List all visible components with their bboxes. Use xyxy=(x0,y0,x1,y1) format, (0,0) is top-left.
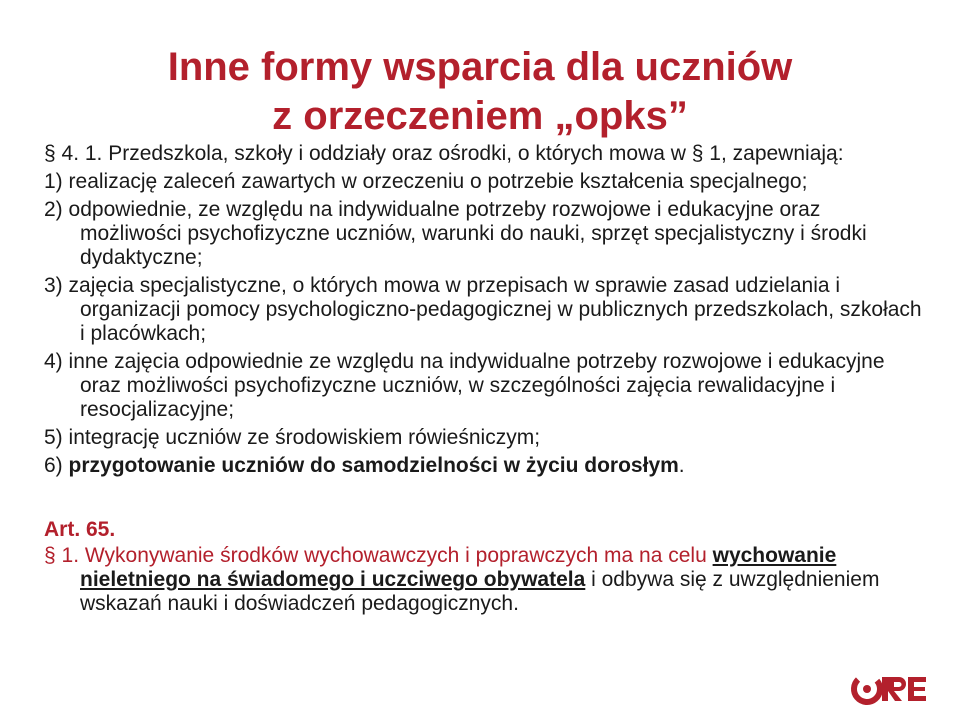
article-text-start: Wykonywanie środków wychowawczych i poprawczych ma na celu xyxy=(84,544,707,567)
list-item-text-bold: przygotowanie uczniów do samodzielności w życiu dorosłym xyxy=(68,454,679,477)
list-item-text: zajęcia specjalistyczne, o których mowa w przepisach w sprawie zasad udzielania i organizacji pomocy psychologiczno-pedagogicznej w publicznych przedszkolach, szkołach i placówkach; xyxy=(68,274,922,345)
list-item-1 xyxy=(44,170,924,194)
page-title-line-1: Inne formy wsparcia dla uczniów xyxy=(167,45,793,89)
intro-text: Przedszkola, szkoły i oddziały oraz ośrodki, o których mowa w § 1, zapewniają: xyxy=(108,142,844,165)
list-item-number: 4) xyxy=(44,350,63,373)
list-item-text-end: . xyxy=(678,454,685,477)
list-item-5 xyxy=(44,426,924,450)
ore-logo xyxy=(850,672,936,706)
list-item-number: 6) xyxy=(44,454,63,477)
ore-logo-graphic xyxy=(850,672,936,706)
list-item-text: odpowiednie, ze względu na indywidualne potrzeby rozwojowe i edukacyjne oraz możliwości psychofizyczne uczniów, warunki do nauki, sprzęt specjalistyczny i środki dydaktyczne; xyxy=(68,198,867,269)
intro-paragraph xyxy=(44,142,924,166)
article-text-end: i odbywa się z uwzględnieniem wskazań nauki i doświadczeń pedagogicznych. xyxy=(80,568,880,615)
list-item-number: 2) xyxy=(44,198,63,221)
list-item-text: inne zajęcia odpowiednie ze względu na indywidualne potrzeby rozwojowe i edukacyjne oraz możliwości psychofizyczne uczniów, w szczególności zajęcia rewalidacyjne i resocjalizacyjne; xyxy=(68,350,885,421)
document-body xyxy=(44,142,924,618)
intro-number: § 4. 1. xyxy=(44,142,103,165)
list-item-number: 1) xyxy=(44,170,63,193)
list-item-3 xyxy=(44,274,924,346)
list-item-6 xyxy=(44,454,924,478)
list-item-text: realizację zaleceń zawartych w orzeczeniu o potrzebie kształcenia specjalnego; xyxy=(68,170,808,193)
page-title-line-2: z orzeczeniem „opks” xyxy=(272,94,688,138)
list-item-text: integrację uczniów ze środowiskiem rówieśniczym; xyxy=(68,426,541,449)
list-item-number: 5) xyxy=(44,426,63,449)
article-text-bold: wychowanie nieletniego na świadomego i uczciwego obywatela xyxy=(80,544,837,591)
list-item-4 xyxy=(44,350,924,422)
list-item-2 xyxy=(44,198,924,270)
article-label: Art. 65. xyxy=(44,518,116,541)
article-paragraph-number: § 1. xyxy=(44,544,80,567)
article-paragraph xyxy=(44,544,924,616)
list-item-number: 3) xyxy=(44,274,63,297)
